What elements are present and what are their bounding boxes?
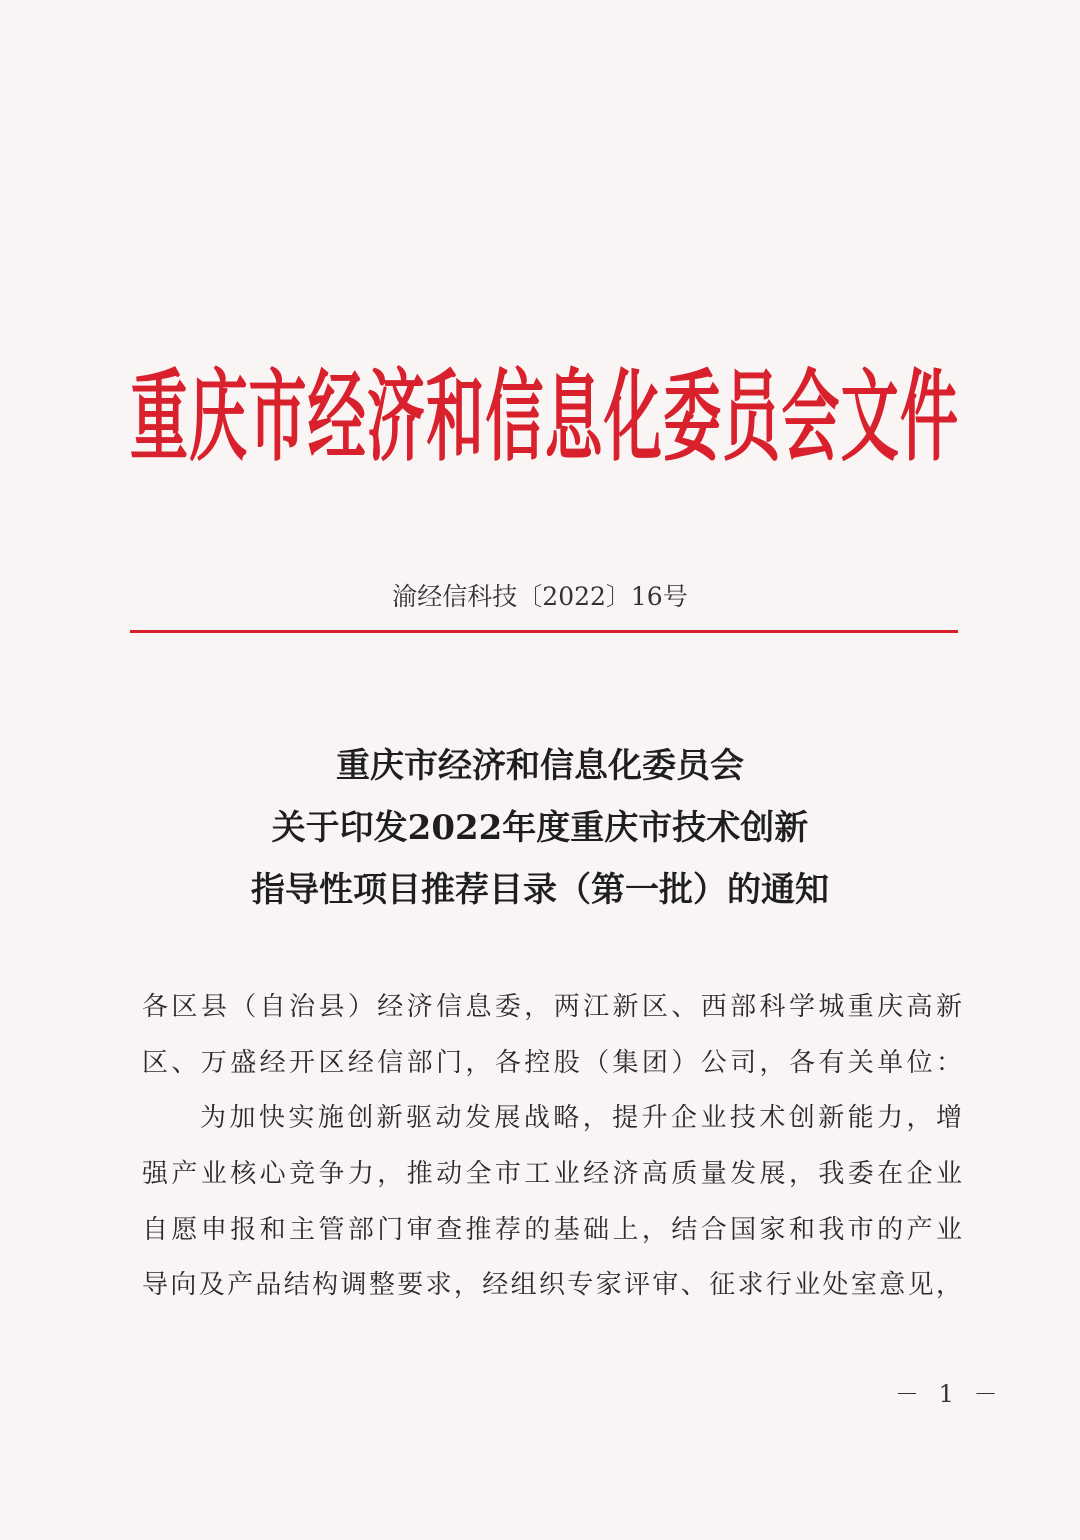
notice-title-line-2: 关于印发2022年度重庆市技术创新 [271,808,809,848]
body-line: 为加快实施创新驱动发展战略，提升企业技术创新能力，增 [200,1103,962,1133]
red-divider-line [130,630,958,633]
document-header-title: 重庆市经济和信息化委员会文件 [130,359,958,475]
document-number: 渝经信科技〔2022〕16号 [392,582,688,611]
body-line: 强产业核心竞争力，推动全市工业经济高质量发展，我委在企业 [142,1159,962,1189]
page-number: － 1 － [895,1380,1004,1408]
notice-title-line-1: 重庆市经济和信息化委员会 [336,746,744,786]
body-line: 自愿申报和主管部门审查推荐的基础上，结合国家和我市的产业 [142,1215,962,1245]
body-line: 区、万盛经开区经信部门，各控股（集团）公司，各有关单位： [142,1048,962,1078]
notice-title-line-3: 指导性项目推荐目录（第一批）的通知 [251,870,829,910]
body-line: 导向及产品结构调整要求，经组织专家评审、征求行业处室意见， [142,1270,962,1300]
body-line: 各区县（自治县）经济信息委，两江新区、西部科学城重庆高新 [142,992,962,1022]
